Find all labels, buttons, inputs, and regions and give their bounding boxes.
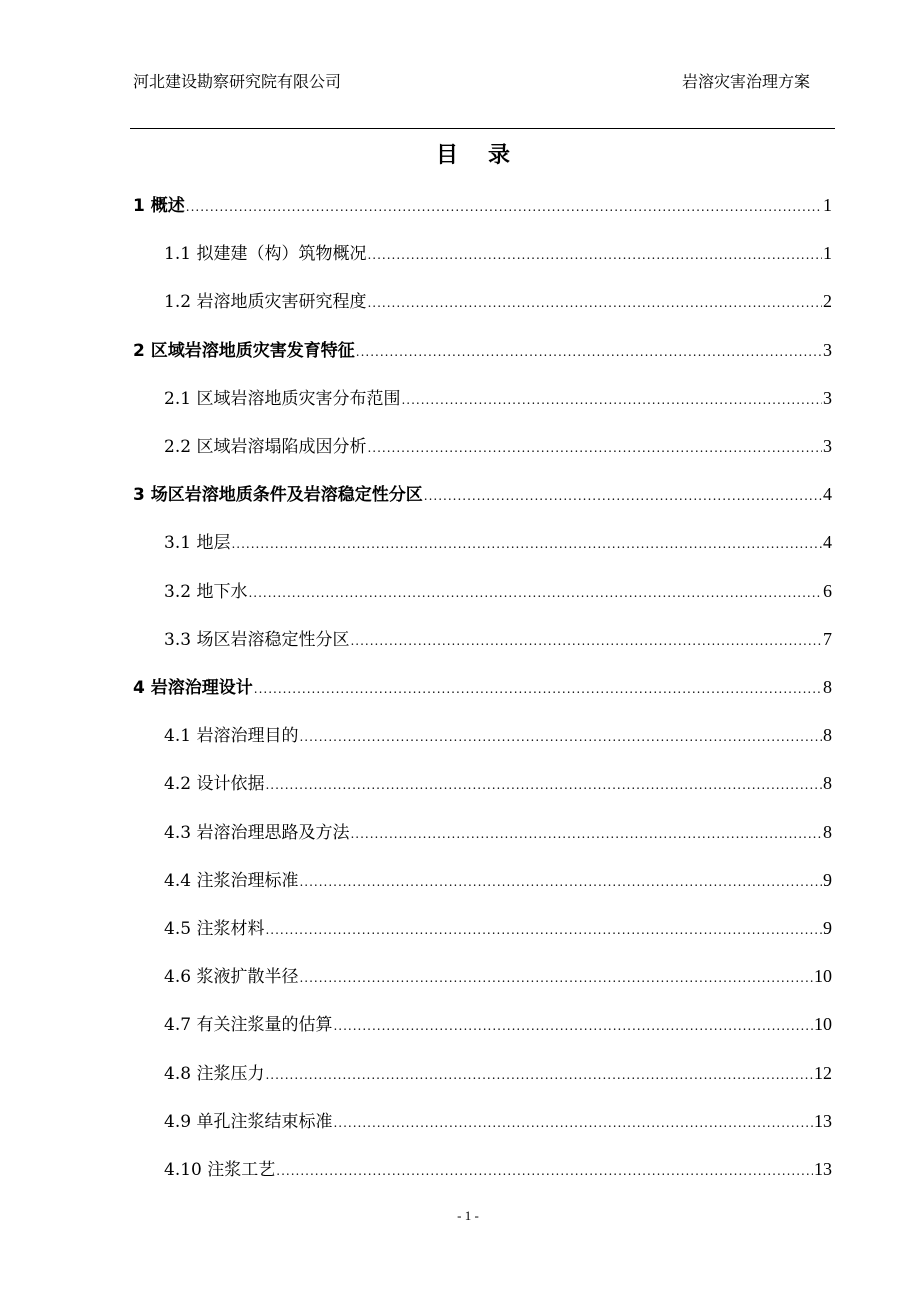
toc-entry[interactable] [164, 626, 832, 652]
toc-entry-label: 2.2 区域岩溶塌陷成因分析 [164, 437, 367, 457]
toc-dot-leader [299, 724, 822, 750]
toc-dot-leader [401, 387, 822, 413]
toc-entry-label: 4.1 岩溶治理目的 [164, 726, 299, 746]
toc-entry-label: 4.4 注浆治理标准 [164, 871, 299, 891]
toc-entry-page: 3 [823, 436, 832, 456]
toc-entry[interactable] [164, 915, 832, 941]
toc-entry[interactable] [164, 529, 832, 555]
toc-entry[interactable] [164, 867, 832, 893]
toc-dot-leader [231, 531, 822, 557]
toc-dot-leader [350, 628, 822, 654]
toc-entry-label: 4.7 有关注浆量的估算 [164, 1015, 333, 1035]
toc-entry-page: 3 [823, 340, 832, 360]
toc-entry-page: 13 [814, 1111, 832, 1131]
toc-entry-page: 10 [814, 966, 832, 986]
toc-entry-page: 6 [823, 581, 832, 601]
toc-entry[interactable] [164, 770, 832, 796]
toc-entry[interactable] [133, 674, 832, 700]
toc-entry-label: 3.3 场区岩溶稳定性分区 [164, 630, 350, 650]
toc-entry-label: 4.10 注浆工艺 [164, 1160, 276, 1180]
toc-dot-leader [299, 965, 813, 991]
toc-entry-page: 8 [823, 677, 832, 697]
toc-entry-page: 13 [814, 1159, 832, 1179]
toc-entry[interactable] [164, 578, 832, 604]
toc-entry[interactable] [164, 288, 832, 314]
toc-entry[interactable] [164, 963, 832, 989]
toc-entry-page: 1 [823, 243, 832, 263]
toc-entry[interactable] [164, 240, 832, 266]
toc-dot-leader [265, 917, 822, 943]
toc-entry[interactable] [164, 1108, 832, 1134]
toc-entry-label: 4.6 浆液扩散半径 [164, 967, 299, 987]
toc-dot-leader [265, 772, 822, 798]
toc-dot-leader [367, 290, 822, 316]
toc-entry-label: 4 岩溶治理设计 [133, 678, 253, 698]
toc-entry-label: 2 区域岩溶地质灾害发育特征 [133, 341, 355, 361]
toc-entry-label: 3 场区岩溶地质条件及岩溶稳定性分区 [133, 485, 423, 505]
toc-entry-page: 1 [823, 195, 832, 215]
toc-entry[interactable] [133, 192, 832, 218]
toc-dot-leader [424, 483, 822, 509]
toc-entry-page: 3 [823, 388, 832, 408]
toc-entry-page: 4 [823, 532, 832, 552]
toc-entry-label: 4.9 单孔注浆结束标准 [164, 1112, 333, 1132]
toc-entry-page: 4 [823, 484, 832, 504]
toc-entry-page: 2 [823, 291, 832, 311]
toc-entry[interactable] [133, 481, 832, 507]
toc-dot-leader [186, 194, 822, 220]
page-header-left: 河北建设勘察研究院有限公司 [133, 72, 342, 91]
toc-entry[interactable] [164, 819, 832, 845]
toc-entry[interactable] [133, 337, 832, 363]
toc-entry-page: 10 [814, 1014, 832, 1034]
toc-entry-page: 12 [814, 1063, 832, 1083]
toc-dot-leader [265, 1062, 813, 1088]
toc-entry-page: 9 [823, 870, 832, 890]
toc-dot-leader [333, 1013, 813, 1039]
toc-dot-leader [350, 821, 822, 847]
toc-entry-label: 1.1 拟建建（构）筑物概况 [164, 244, 367, 264]
toc-dot-leader [367, 435, 822, 461]
toc-entry-label: 4.8 注浆压力 [164, 1064, 265, 1084]
toc-entry-page: 8 [823, 822, 832, 842]
toc-entry-label: 3.2 地下水 [164, 582, 248, 602]
toc-dot-leader [299, 869, 822, 895]
toc-entry-page: 7 [823, 629, 832, 649]
toc-dot-leader [254, 676, 822, 702]
toc-dot-leader [356, 339, 822, 365]
toc-dot-leader [333, 1110, 813, 1136]
toc-entry-page: 8 [823, 773, 832, 793]
toc-entry[interactable] [164, 1156, 832, 1182]
toc-entry-label: 4.2 设计依据 [164, 774, 265, 794]
toc-entry[interactable] [164, 1060, 832, 1086]
toc-entry[interactable] [164, 722, 832, 748]
toc-entry-label: 1 概述 [133, 196, 185, 216]
toc-entry-label: 3.1 地层 [164, 533, 231, 553]
toc-entry-label: 1.2 岩溶地质灾害研究程度 [164, 292, 367, 312]
toc-entry-page: 9 [823, 918, 832, 938]
toc-entry[interactable] [164, 433, 832, 459]
toc-entry[interactable] [164, 1011, 832, 1037]
toc-entry-label: 4.5 注浆材料 [164, 919, 265, 939]
toc-dot-leader [367, 242, 822, 268]
toc-entry[interactable] [164, 385, 832, 411]
toc-entry-label: 2.1 区域岩溶地质灾害分布范围 [164, 389, 401, 409]
toc-title: 目录 [435, 143, 540, 168]
toc-entry-label: 4.3 岩溶治理思路及方法 [164, 823, 350, 843]
toc-dot-leader [248, 580, 822, 606]
toc-entry-page: 8 [823, 725, 832, 745]
toc-dot-leader [276, 1158, 813, 1184]
footer-page-number: - 1 - [457, 1208, 479, 1223]
page-header-right: 岩溶灾害治理方案 [681, 72, 810, 91]
